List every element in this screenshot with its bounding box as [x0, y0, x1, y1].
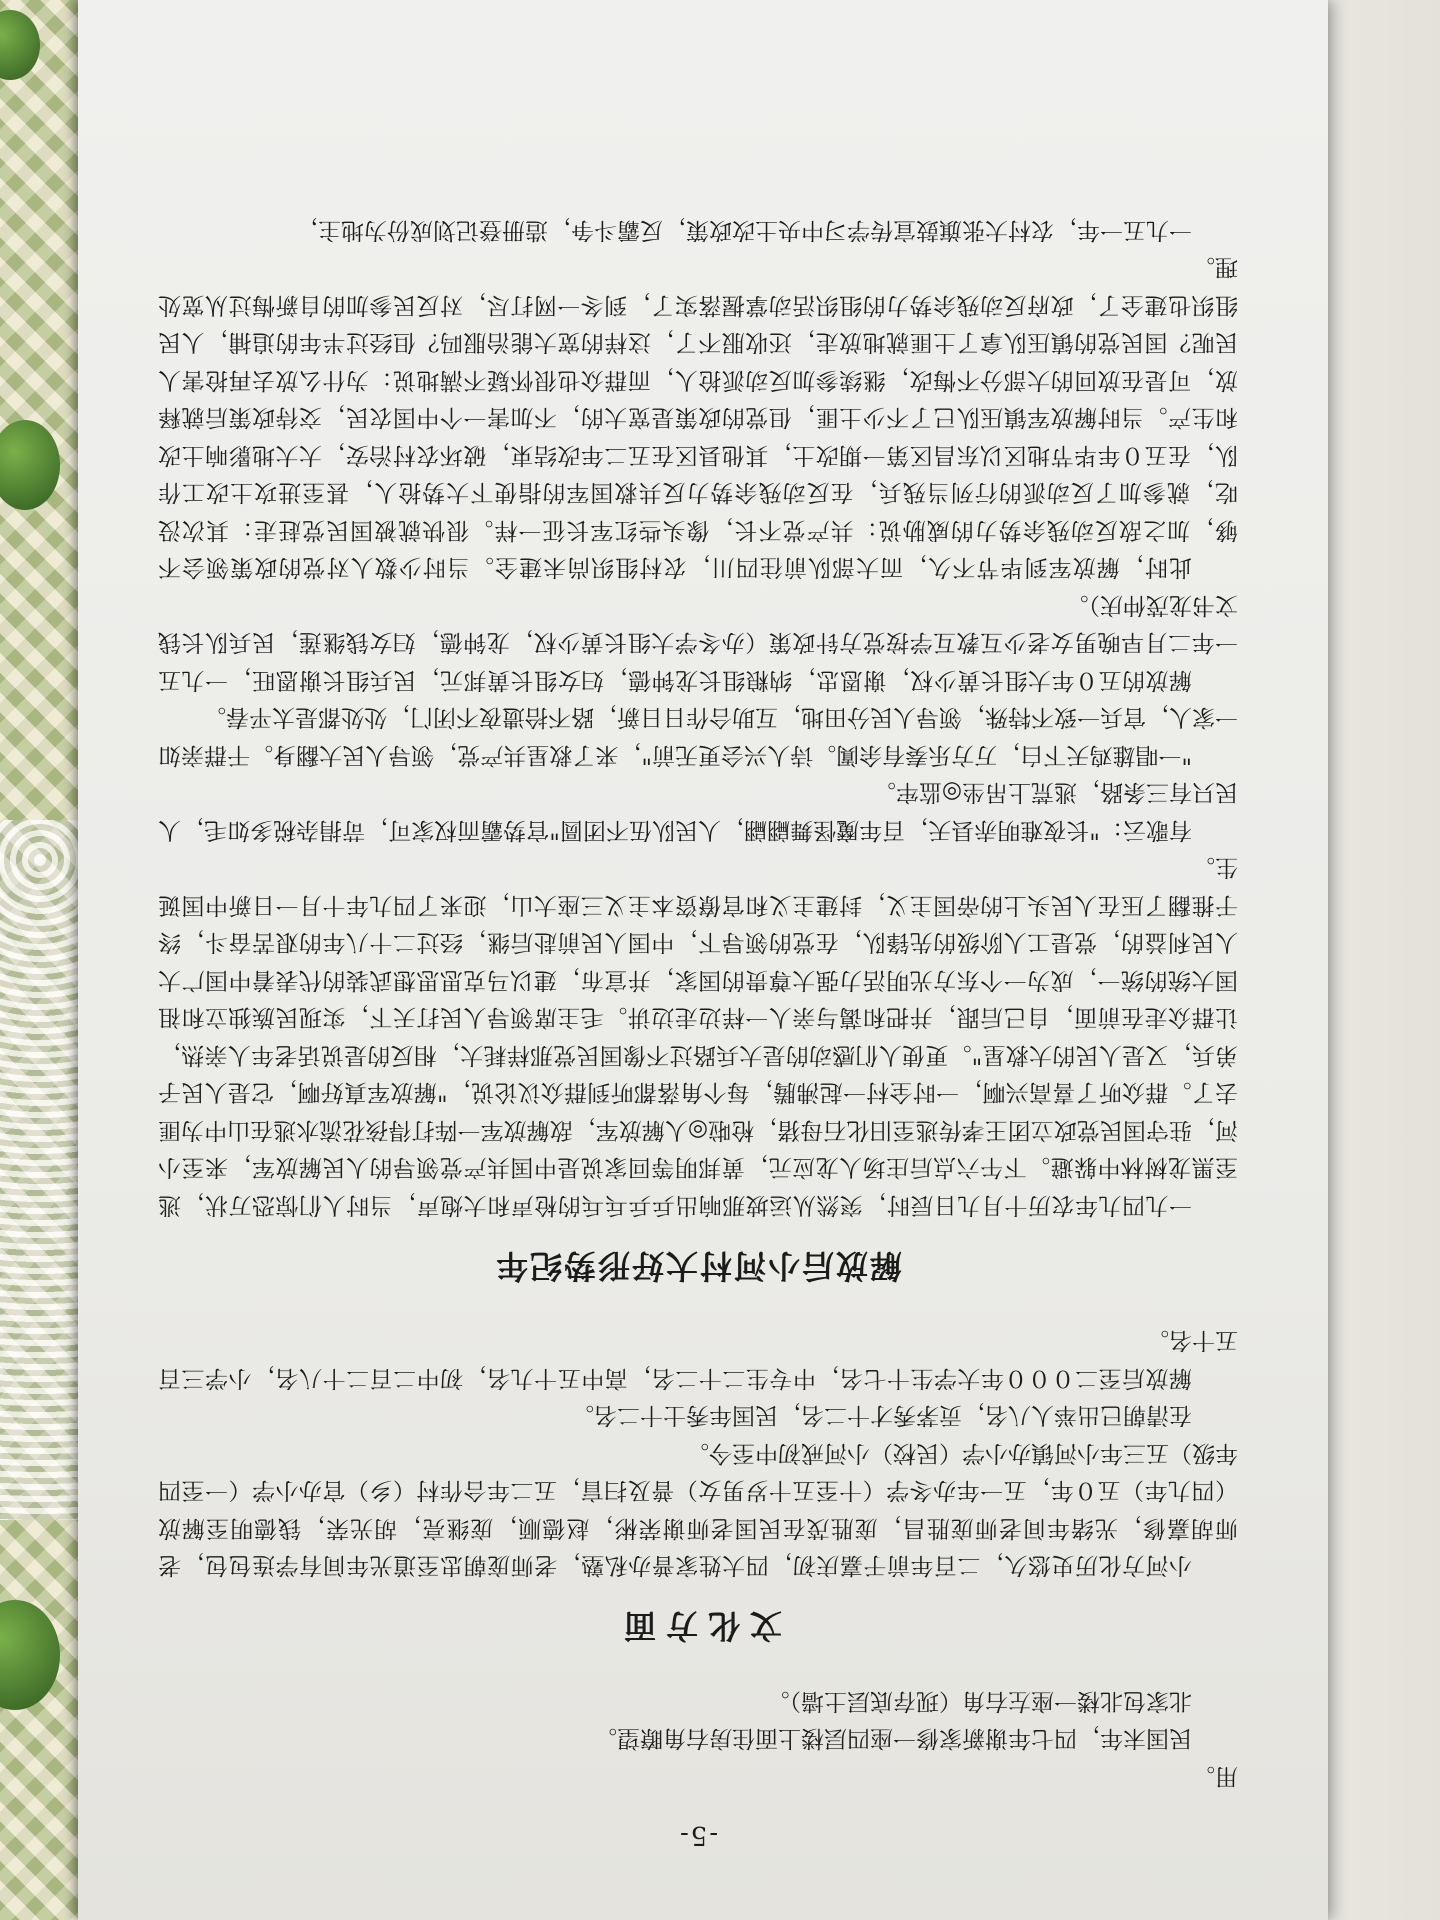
sections-container	[158, 211, 1238, 1795]
leaf-decoration	[0, 10, 40, 80]
page-number: -5-	[677, 1820, 719, 1850]
document-page	[78, 0, 1328, 1920]
paragraph: 解放后至二０００年大学生十七名，中专生二十二名，高中五十九名，初中二百二十八名，小学三百五十名。	[158, 1327, 1238, 1391]
section	[158, 211, 1238, 1292]
paragraph: 北家包北楼一座左右角（现存底层土墙）。	[766, 1688, 1192, 1714]
paragraph: 在清朝已出举人八名，贡茅秀才十二名，民国年秀士十二名。	[571, 1402, 1192, 1429]
page-content-rotated	[158, 90, 1238, 1850]
leaf-decoration	[0, 1600, 60, 1710]
paragraph: 小河方化历史悠久，二百年前于嘉庆初，四大姓家普办私塾，老师庞朝忠至道光年间有学连包包，老师胡嘉修，光绪年间老师庞胜昌，庞胜茂在民国老师谢荣彬，赵德顺，庞继亮，胡光荣，钱德明至解放（四九年）五０年，五一年办冬学（十至五十岁男女）普及扫盲，五二年合作村（乡）官办小学（一至四年级）五三年小河镇办小学（民校）小河戒初中至今。	[158, 1440, 1238, 1579]
paragraph: 用。	[1192, 1763, 1238, 1789]
paragraph: 一九四九年农历十月九日辰时，突然从运坡那响出乒乒乓乓的枪声和大炮声，当时人们惊恐万状，逃至黑龙树林中躲避。下午六点后庄场人龙应元，黄邦明等回家说是中国共产党领导的人民解放军，来至小河，驻守国民党政立团王孝传逃至旧化石母猪，枪啦◎人解放军，敌解放军一阵打得孩花流水逃在山中为匪去了。群众听了喜高兴啊，一时全村一起沸腾，每个角落都听到群众议论说，"解放军真好啊，它是人民子弟兵，又是人民的大救星"。更使人们感动的是大兵路过不像国民党那样耗大，相反的是说话老年人亲热，让群众走在前面，自己后跟，并把和蔼与亲人一样边走边讲。毛主席领导人民打天下，实现民族独立和祖国大统的统一，成为一个东方光明活力强大尊贵的国家，并宣布，建以马克思思想武装的代表着中国广大人民利益的，党是工人阶级的先锋队，在党的领导下，中国人民前赴后继，经过二十八年的艰苦奋斗，终于推翻了压在人民头上的帝国主义，封建主义和官僚资本主义三座大山，迎来了四九年十月一日新中国诞生。	[158, 854, 1238, 1218]
paragraph: 民国末年，四七年谢新家修一座四层楼上面住房右角瞭望。	[594, 1725, 1192, 1752]
section	[158, 1682, 1238, 1795]
paragraph: 解放的五０年大组长黄少权，谢恩忠，纳粮组长龙钟德，妇女组长黄邦元，民兵组长谢恩旺，一九五一年二月早晚男女老少互教互学按党方针政策（办冬学大组长黄少权，龙钟德，妇女钱继莲，民兵队长钱文书龙茂仲庆）。	[158, 592, 1238, 693]
section-heading: 解放后小河村大好形势纪年	[494, 1247, 903, 1285]
section	[158, 1321, 1238, 1652]
paragraph: 有歌云："长夜难明赤县天，百年魔怪舞翩翩，人民队伍不团圆"官势霸而权家可，苛捐杂税多如毛，人民只有三条路，逃荒上吊坐◎监牢。	[158, 779, 1238, 843]
paragraph: 此时，解放军到毕节不久，而大部队前往四川，农村组织尚未建全。当时少数人对党的政策领会不够，加之敌反动残余势力的威胁说：共产党不长，像头些红军长征一样。很快就被国民党赶走：其次没吃，就参加了反动派的行列当残兵，在反动残余势力反共救国军的指使下大势抢人，甚至进攻土改工作队，在五０年毕节地区以东昌区第一期改土，其他县区在五二年改结束，破坏农村治安，大大地影响土改和生产。当时解放军镇压队已了不少土匪，但党的政策是宽大的，不加害一个中国农民，交待政策后就释放，可是在放回的大部分不悔改，继续参加反动派抢人，而群众也很怀疑不满地说：为什么放去再抢害人民呢？国民党的镇压队拿了土匪就地放走，还收服不了，这样的宽大能治服吗？但经过半年的追捕，人民组织也建全了，政府反动残余势力的组织活动掌握落实了，到冬一网打尽，对反民参加的自新悔过从宽处理。	[158, 254, 1238, 581]
paragraph: "一唱雄鸡天下白，万方乐奏有余阗。诗人兴会更无前"，来了救星共产党，领导人民大翻身。干群亲如一家人，官兵一致不特殊，领导人民分田地，互助合作日日新，路不拾遗夜不闭门，处处都是太平春。	[158, 704, 1238, 768]
paragraph: 一九五一年，农村大张旗鼓宣传学习中央土改政策，反霸斗争，造册登记划成份为地主，	[295, 217, 1192, 243]
section-heading: 文化方面	[614, 1607, 783, 1646]
leaf-decoration	[0, 420, 60, 510]
